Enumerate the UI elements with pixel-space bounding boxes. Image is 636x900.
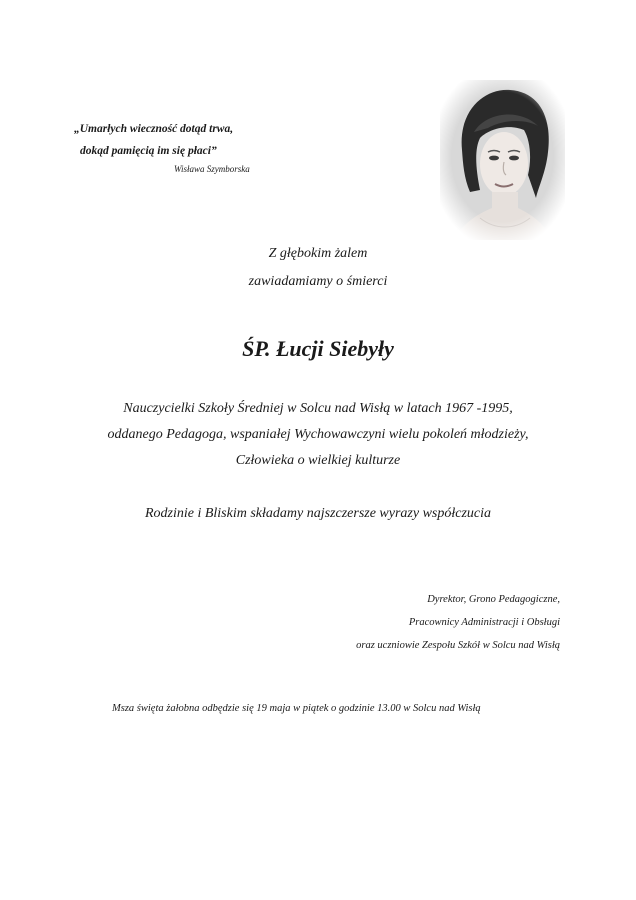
intro-line-1: Z głębokim żalem — [268, 246, 368, 261]
description-line-3: Człowieka o wielkiej kulturze — [235, 453, 401, 468]
signers — [356, 588, 560, 657]
description — [0, 396, 636, 474]
epigraph — [74, 118, 374, 174]
epigraph-author: Wisława Szymborska — [174, 164, 250, 174]
signers-line-1: Dyrektor, Grono Pedagogiczne, — [427, 594, 560, 605]
epigraph-line-2: dokąd pamięcią im się płaci” — [80, 145, 217, 157]
description-line-1: Nauczycielki Szkoły Średniej w Solcu nad Wisłą w latach 1967 -1995, — [123, 401, 513, 416]
signers-line-2: Pracownicy Administracji i Obsługi — [408, 617, 560, 628]
signers-line-3: oraz uczniowie Zespołu Szkół w Solcu nad Wisłą — [356, 640, 560, 651]
condolences: Rodzinie i Bliskim składamy najszczersze wyrazy współczucia — [144, 506, 492, 521]
intro-text — [0, 240, 636, 296]
epigraph-line-1: „Umarłych wieczność dotąd trwa, — [74, 123, 234, 135]
description-line-2: oddanego Pedagoga, wspaniałej Wychowawczyni wielu pokoleń młodzieży, — [107, 427, 529, 442]
intro-line-2: zawiadamiamy o śmierci — [248, 274, 388, 289]
portrait-photo — [440, 80, 565, 240]
mass-info: Msza święta żałobna odbędzie się 19 maja w piątek o godzinie 13.00 w Solcu nad Wisłą — [112, 703, 481, 714]
deceased-name: ŚP. Łucji Siebyły — [242, 336, 394, 361]
